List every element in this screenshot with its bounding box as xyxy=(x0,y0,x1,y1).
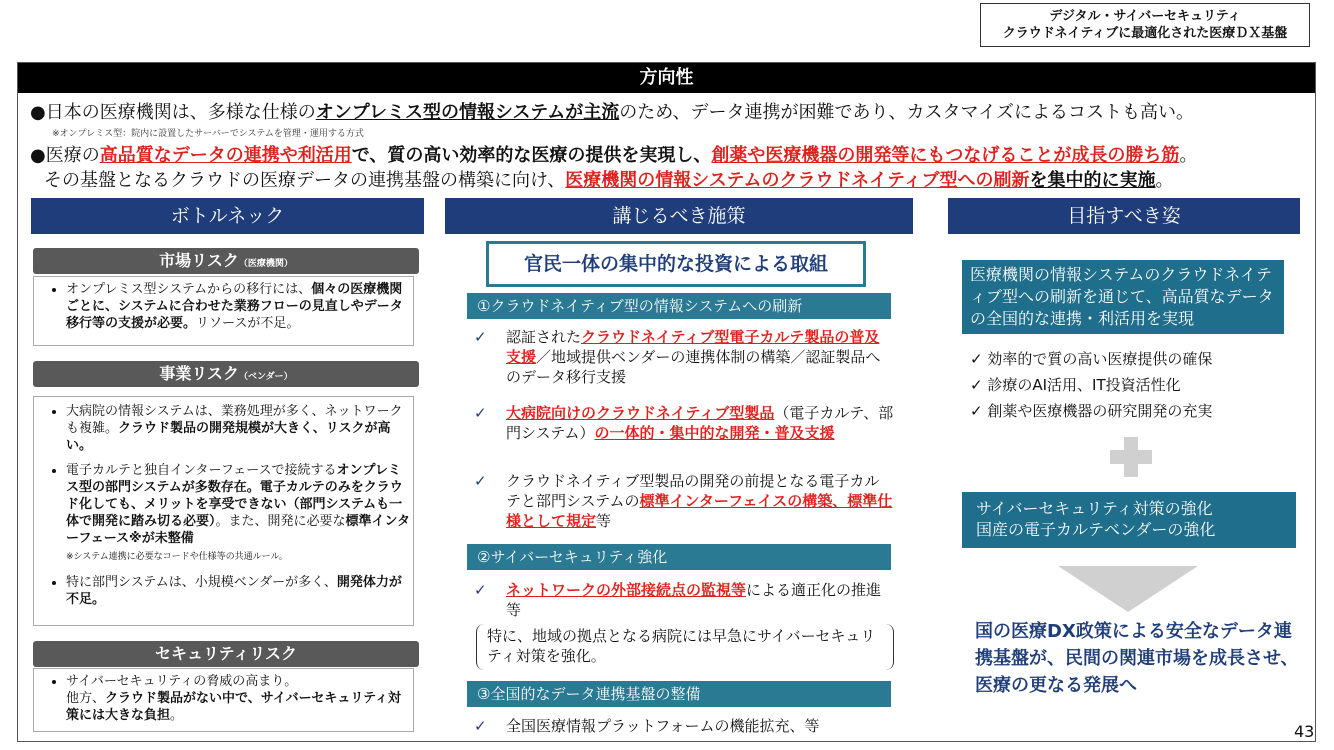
intro-bullet-2 xyxy=(30,145,1197,167)
direction-title: 方向性 xyxy=(18,63,1315,93)
measure-1-item-2 xyxy=(474,403,894,443)
security-t1: サイバーセキュリティの脅威の高まり。 xyxy=(66,674,298,689)
business-risk-item-3 xyxy=(66,574,413,608)
m1-c2c: の一体的・集中的な開発・普及支援 xyxy=(594,424,835,442)
check-icon: ✓ xyxy=(474,404,487,422)
plus-icon xyxy=(1110,437,1152,477)
column-measures: 講じるべき施策 xyxy=(445,198,913,234)
market-risk-t2: 個々の医療機関ごとに、システムに合わせた業務フローの見直しやデータ移行等の支援が必要。 xyxy=(66,282,403,331)
column-bottleneck: ボトルネック xyxy=(31,198,424,234)
market-risk-box xyxy=(33,276,414,346)
goal-list xyxy=(970,346,1290,424)
market-risk-item xyxy=(66,281,413,332)
business-i1b: クラウド製品の開発規模が大きく、リスクが高い。 xyxy=(66,421,391,453)
m1-c2b: （電子カルテ、部門システム） xyxy=(506,404,894,442)
security-risk-box xyxy=(33,668,414,732)
m1-c1a: 認証された xyxy=(506,328,582,346)
business-i2d: 標準インターフェース※が未整備 xyxy=(66,514,411,546)
measure-2-title: ②サイバーセキュリティ強化 xyxy=(467,544,891,570)
goal-item: ✓ 効率的で質の高い医療提供の確保 xyxy=(970,350,1213,368)
business-i3b: 開発体力が不足。 xyxy=(66,575,402,607)
measure-2-item-1 xyxy=(474,580,897,620)
goal-box2-line2: 国産の電子カルテベンダーの強化 xyxy=(976,520,1216,539)
intro-b1-emphasis: オンプレミス型の情報システムが主流 xyxy=(315,102,620,123)
business-risk-header xyxy=(33,361,419,387)
security-t4: 。 xyxy=(170,708,184,723)
tag-line1: デジタル・サイバーセキュリティ xyxy=(1049,9,1241,24)
intro-b3-post: を集中的に実施 xyxy=(1029,170,1156,191)
intro-b2-red2: 創薬や医療機器の開発等にもつなげることが成長の勝ち筋 xyxy=(711,145,1180,166)
market-risk-t1: オンプレミス型システムからの移行には、 xyxy=(66,282,312,297)
market-risk-sub: （医療機関） xyxy=(238,259,293,269)
measures-headline: 官民一体の集中的な投資による取組 xyxy=(486,241,866,287)
security-risk-header: セキュリティリスク xyxy=(33,641,419,667)
m1-c1b: クラウドネイティブ型電子カルテ製品の普及支援 xyxy=(506,328,880,366)
check-icon: ✓ xyxy=(474,328,487,346)
intro-b2-red1: 高品質なデータの連携や利活用 xyxy=(99,145,352,166)
market-risk-title: 市場リスク xyxy=(159,251,239,270)
intro-note: ※オンプレミス型：院内に設置したサーバーでシステムを管理・運用する方式 xyxy=(52,129,364,139)
intro-b3-end: 。 xyxy=(1155,170,1174,191)
goal-box2-line1: サイバーセキュリティ対策の強化 xyxy=(976,499,1213,518)
intro-b1-post: のため、データ連携が困難であり、カスタマイズによるコストも高い。 xyxy=(619,102,1194,123)
m1-c3a: クラウドネイティブ型製品の開発の前提となる電子カルテと部門システムの xyxy=(506,472,880,510)
business-risk-title: 事業リスク xyxy=(159,364,240,383)
document-tag xyxy=(980,3,1310,47)
business-i2note: ※システム連携に必要なコードや仕様等の共通ルール。 xyxy=(66,552,288,562)
intro-b2-pre: ●医療の xyxy=(30,145,100,166)
business-i3a: 特に部門システムは、小規模ベンダーが多く、 xyxy=(66,575,337,590)
m1-c3b: 標準インターフェイスの構築、標準仕様として規定 xyxy=(506,492,893,530)
business-risk-item-1 xyxy=(66,403,413,454)
goal-item: ✓ 創薬や医療機器の研究開発の充実 xyxy=(970,402,1213,420)
m2-c1a: ネットワークの外部接続点の監視等 xyxy=(506,581,747,599)
tag-line2: クラウドネイティブに最適化された医療ＤＸ基盤 xyxy=(1002,26,1288,41)
business-risk-box xyxy=(33,396,414,626)
measure-1-title: ①クラウドネイティブ型の情報システムへの刷新 xyxy=(467,293,891,319)
intro-bullet-1 xyxy=(30,102,1194,124)
business-i2c: 。また、開発に必要な xyxy=(215,514,346,529)
intro-bullet-3 xyxy=(44,170,1174,192)
market-risk-t3: リソースが不足。 xyxy=(196,316,300,331)
check-icon: ✓ xyxy=(474,581,487,599)
intro-b2-mid: で、質の高い効率的な医療の提供を実現し、 xyxy=(351,145,712,166)
column-goals: 目指すべき姿 xyxy=(948,198,1300,234)
security-t2: 他方、 xyxy=(66,691,106,706)
m1-c3c: 等 xyxy=(596,512,612,530)
measure-3-title: ③全国的なデータ連携基盤の整備 xyxy=(467,681,891,707)
check-icon: ✓ xyxy=(474,717,487,735)
goal-final-text: 国の医療DX政策による安全なデータ連携基盤が、民間の関連市場を成長させ、医療の更なる発展へ xyxy=(975,621,1299,696)
measure-1-item-1 xyxy=(474,327,894,387)
measure-1-item-3 xyxy=(474,471,894,531)
business-i2b: オンプレミス型の部門システムが多数存在。電子カルテのみをクラウド化しても、メリットを享受できない（部門システムも一体で開発に踏み切る必要） xyxy=(66,463,403,529)
business-risk-sub: （ベンダー） xyxy=(239,372,293,382)
measure-3-item-1 xyxy=(474,716,894,736)
page-number: 43 xyxy=(1294,722,1315,741)
measure-2-bracket-note: 特に、地域の拠点となる病院には早急にサイバーセキュリティ対策を強化。 xyxy=(476,624,894,670)
intro-b2-end: 。 xyxy=(1179,145,1198,166)
down-arrow-icon xyxy=(1058,566,1198,612)
m1-c2a: 大病院向けのクラウドネイティブ型製品 xyxy=(506,404,775,422)
business-i1a: 大病院の情報システムは、業務処理が多く、ネットワークも複雑。 xyxy=(66,404,403,436)
security-t3: クラウド製品がない中で、サイバーセキュリティ対策には大きな負担 xyxy=(66,691,402,723)
business-i2a: 電子カルテと独自インターフェースで接続する xyxy=(66,463,337,478)
market-risk-header xyxy=(33,248,419,274)
goal-item: ✓ 診療のAI活用、IT投資活性化 xyxy=(970,376,1181,394)
check-icon: ✓ xyxy=(474,472,487,490)
business-risk-item-2 xyxy=(66,462,413,566)
intro-b1-pre: ●日本の医療機関は、多様な仕様の xyxy=(30,102,316,123)
m1-c1c: ／地域提供ベンダーの連携体制の構築／認証製品へのデータ移行支援 xyxy=(506,348,881,386)
goal-box-1: 医療機関の情報システムのクラウドネイティブ型への刷新を通じて、高品質なデータの全国的な連携・利活用を実現 xyxy=(962,260,1284,334)
intro-b3-red: 医療機関の情報システムのクラウドネイティブ型への刷新 xyxy=(565,170,1030,191)
intro-b3-pre: その基盤となるクラウドの医療データの連携基盤の構築に向け、 xyxy=(44,170,566,191)
goal-box-2 xyxy=(962,492,1296,548)
m3-c1: 全国医療情報プラットフォームの機能拡充、等 xyxy=(506,717,820,735)
security-risk-item xyxy=(66,673,413,724)
m2-c1b: による適正化の推進 等 xyxy=(506,581,897,619)
